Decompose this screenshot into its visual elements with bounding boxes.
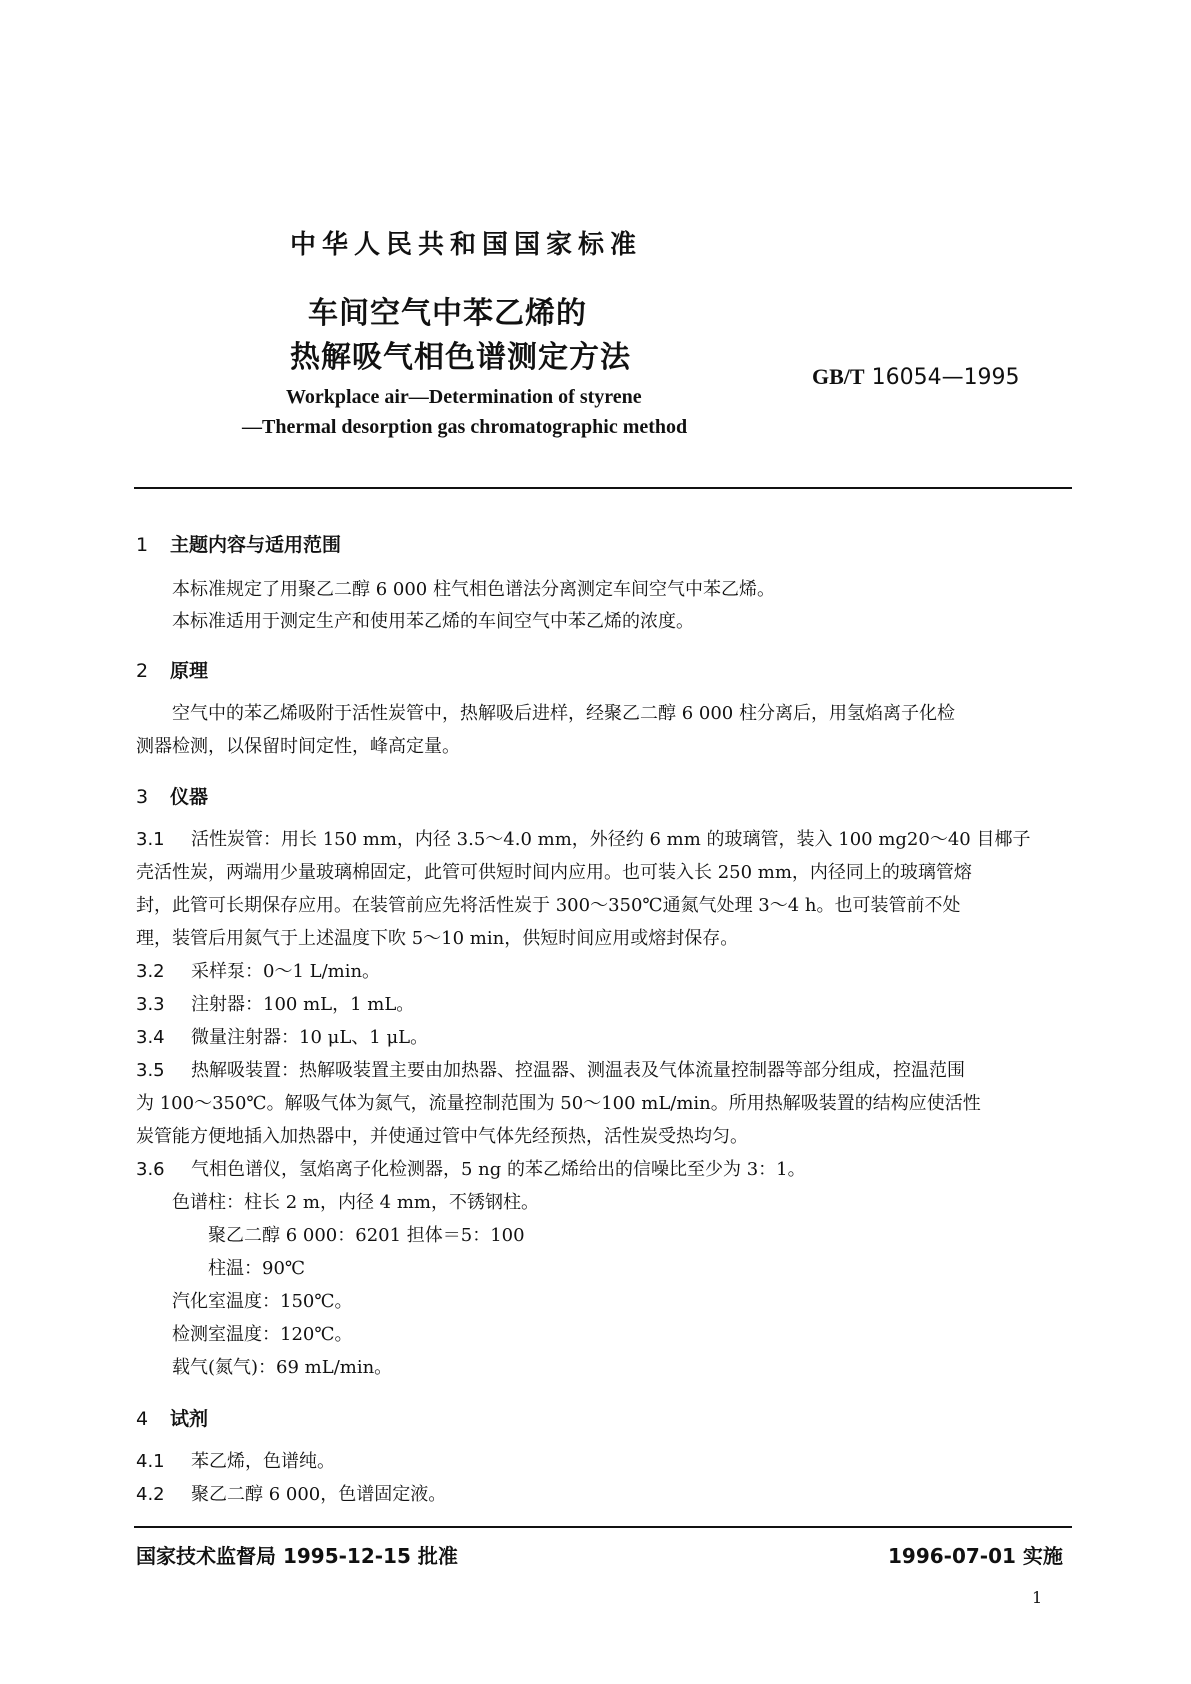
item-3-3-number: 3.3 (136, 994, 165, 1015)
section-3-heading (136, 782, 208, 809)
item-3-6-carrier-gas: 载气(氮气)：69 mL/min。 (172, 1357, 393, 1378)
item-3-5-line2: 为 100～350℃。解吸气体为氮气，流量控制范围为 50～100 mL/min。所用热解吸装置的结构应使活性 (136, 1093, 981, 1114)
item-3-1-number: 3.1 (136, 829, 165, 850)
item-3-2-number: 3.2 (136, 961, 165, 982)
item-3-5-number: 3.5 (136, 1060, 165, 1081)
item-4-1 (136, 1446, 335, 1478)
item-4-2 (136, 1479, 446, 1511)
item-3-2 (136, 956, 380, 988)
standard-code (812, 364, 1020, 390)
item-3-6 (136, 1154, 806, 1186)
header-divider (134, 487, 1072, 489)
page-number: 1 (1032, 1588, 1043, 1607)
section-1-title: 主题内容与适用范围 (170, 534, 342, 556)
item-3-6-vaporizer-temperature: 汽化室温度：150℃。 (172, 1291, 353, 1312)
implementation-date: 1996-07-01 实施 (888, 1544, 1063, 1568)
item-3-5-line1 (136, 1055, 965, 1087)
item-3-6-column-temperature: 柱温：90℃ (208, 1258, 306, 1279)
item-3-1-line3: 封，此管可长期保存应用。在装管前应先将活性炭于 300～350℃通氮气处理 3～4 h。也可装管前不处 (136, 895, 961, 916)
title-en-line2: —Thermal desorption gas chromatographic method (242, 416, 688, 438)
item-3-6-stationary-phase: 聚乙二醇 6 000：6201 担体＝5：100 (208, 1225, 525, 1246)
item-4-1-number: 4.1 (136, 1451, 165, 1472)
section-3-title: 仪器 (170, 786, 209, 808)
item-3-3 (136, 989, 414, 1021)
item-4-1-text: 苯乙烯，色谱纯。 (191, 1451, 335, 1472)
section-2-paragraph-line1: 空气中的苯乙烯吸附于活性炭管中，热解吸后进样，经聚乙二醇 6 000 柱分离后，用氢焰离子化检 (172, 703, 955, 724)
section-1-paragraph-2: 本标准适用于测定生产和使用苯乙烯的车间空气中苯乙烯的浓度。 (172, 611, 694, 632)
item-3-4-number: 3.4 (136, 1027, 165, 1048)
item-3-5-line3: 炭管能方便地插入加热器中，并使通过管中气体先经预热，活性炭受热均匀。 (136, 1126, 748, 1147)
item-3-1-line1 (136, 824, 1030, 856)
item-3-3-text: 注射器：100 mL，1 mL。 (191, 994, 415, 1015)
standard-code-number: 16054—1995 (871, 365, 1020, 390)
section-4-title: 试剂 (170, 1408, 209, 1430)
item-4-2-number: 4.2 (136, 1484, 165, 1505)
item-3-1-line4: 理，装管后用氮气于上述温度下吹 5～10 min，供短时间应用或熔封保存。 (136, 928, 739, 949)
item-3-1-text-line1: 活性炭管：用长 150 mm，内径 3.5～4.0 mm，外径约 6 mm 的玻璃管，装入 100 mg20～40 目椰子 (191, 829, 1031, 850)
item-3-4-text: 微量注射器：10 μL、1 μL。 (191, 1027, 429, 1048)
item-3-5-text-line1: 热解吸装置：热解吸装置主要由加热器、控温器、测温表及气体流量控制器等部分组成，控温范围 (191, 1060, 965, 1081)
section-4-heading (136, 1404, 208, 1431)
section-2-paragraph-line2: 测器检测，以保留时间定性，峰高定量。 (136, 736, 460, 757)
section-1-number: 1 (136, 534, 149, 556)
national-standard-label: 中华人民共和国国家标准 (290, 230, 643, 260)
item-3-6-text: 气相色谱仪，氢焰离子化检测器，5 ng 的苯乙烯给出的信噪比至少为 3：1。 (191, 1159, 806, 1180)
section-2-number: 2 (136, 660, 149, 682)
title-en-line1: Workplace air—Determination of styrene (286, 386, 642, 408)
section-1-paragraph-1: 本标准规定了用聚乙二醇 6 000 柱气相色谱法分离测定车间空气中苯乙烯。 (172, 579, 775, 600)
standard-code-prefix: GB/T (812, 364, 865, 389)
section-1-heading (136, 530, 341, 557)
title-cn-line1: 车间空气中苯乙烯的 (308, 296, 587, 331)
section-2-title: 原理 (170, 660, 209, 682)
item-3-6-number: 3.6 (136, 1159, 165, 1180)
section-2-heading (136, 656, 208, 683)
approval-note: 国家技术监督局 1995-12-15 批准 (136, 1544, 458, 1568)
footer-divider (134, 1526, 1072, 1528)
item-3-6-detector-temperature: 检测室温度：120℃。 (172, 1324, 353, 1345)
item-3-2-text: 采样泵：0～1 L/min。 (191, 961, 381, 982)
section-4-number: 4 (136, 1408, 149, 1430)
item-3-4 (136, 1022, 428, 1054)
item-4-2-text: 聚乙二醇 6 000，色谱固定液。 (191, 1484, 447, 1505)
item-3-6-column: 色谱柱：柱长 2 m，内径 4 mm，不锈钢柱。 (172, 1192, 539, 1213)
section-3-number: 3 (136, 786, 149, 808)
title-cn-line2: 热解吸气相色谱测定方法 (290, 340, 631, 375)
item-3-1-line2: 壳活性炭，两端用少量玻璃棉固定，此管可供短时间内应用。也可装入长 250 mm，内径同上的玻璃管熔 (136, 862, 972, 883)
